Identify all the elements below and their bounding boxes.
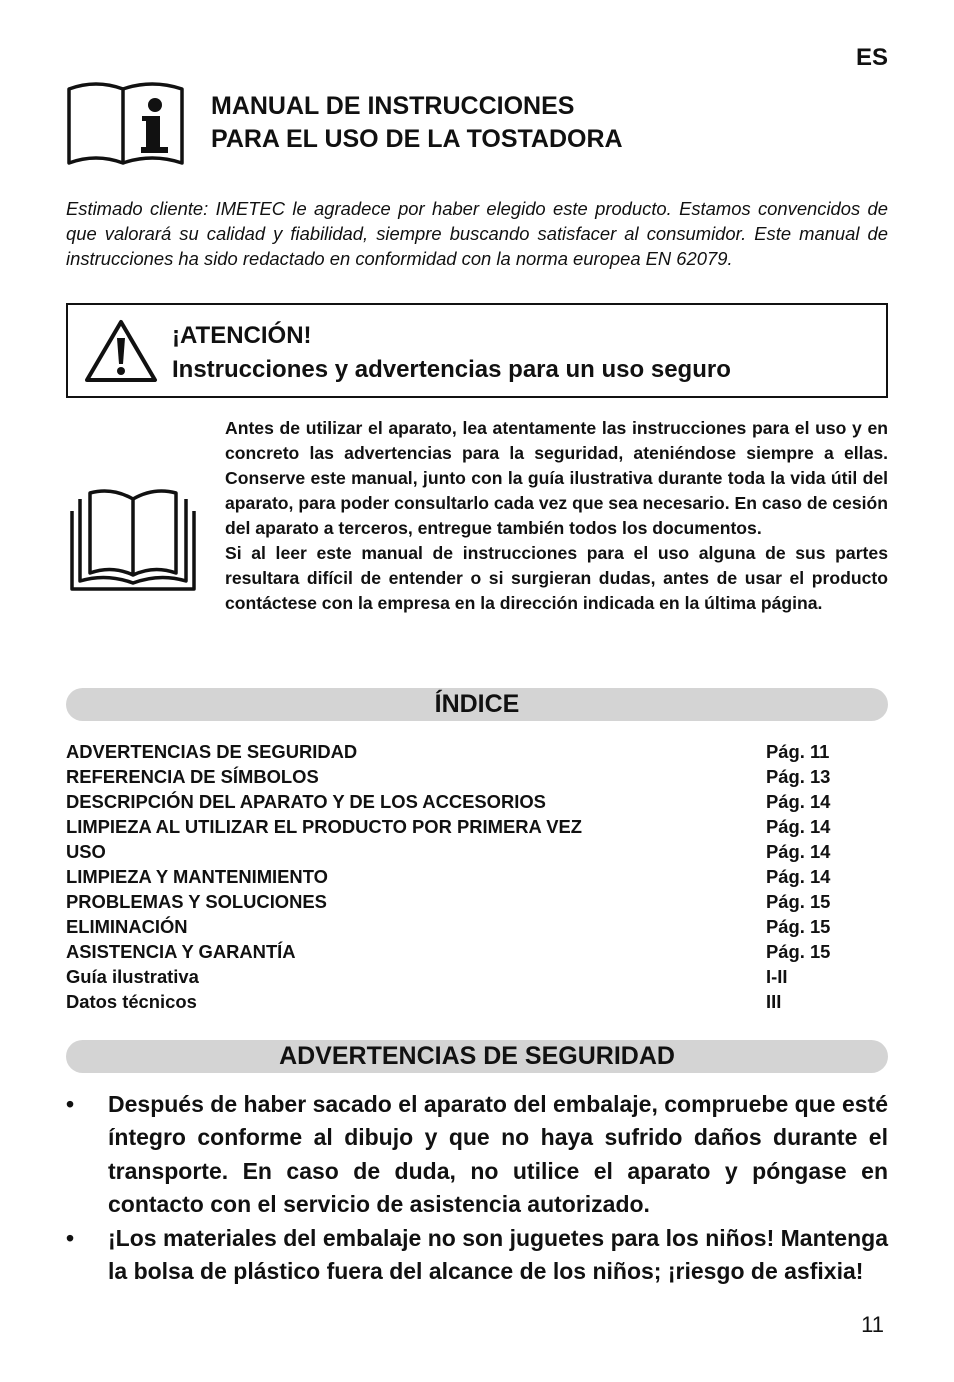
toc-item-label: LIMPIEZA Y MANTENIMIENTO [66, 866, 328, 887]
toc-item-page: Pág. 14 [766, 841, 831, 862]
toc-item[interactable] [66, 939, 866, 964]
toc-item-page: I-II [766, 966, 788, 987]
toc-item[interactable] [66, 739, 866, 764]
toc-item-label: PROBLEMAS Y SOLUCIONES [66, 891, 327, 912]
safety-heading: ADVERTENCIAS DE SEGURIDAD [66, 1040, 888, 1073]
toc-item-label: REFERENCIA DE SÍMBOLOS [66, 766, 319, 787]
safety-item-text: ¡Los materiales del embalaje no son juguetes para los niños! Mantenga la bolsa de plástico fuera del alcance de los niños; ¡riesgo de asfixia! [108, 1224, 888, 1285]
toc-item[interactable] [66, 864, 866, 889]
toc-item-page: Pág. 15 [766, 891, 831, 912]
bullet-icon: • [66, 1091, 75, 1117]
warning-box [66, 303, 888, 398]
safety-warnings-list [66, 1088, 888, 1288]
toc-item[interactable] [66, 889, 866, 914]
toc-item-label: DESCRIPCIÓN DEL APARATO Y DE LOS ACCESORIOS [66, 791, 546, 812]
toc-item-page: Pág. 14 [766, 816, 831, 837]
document-title [211, 90, 623, 156]
toc-item[interactable] [66, 764, 866, 789]
list-item [66, 1088, 888, 1222]
open-book-icon [68, 489, 198, 593]
warning-line-1: ¡ATENCIÓN! [172, 322, 312, 349]
table-of-contents [66, 739, 866, 1014]
toc-item[interactable] [66, 789, 866, 814]
toc-item-label: Guía ilustrativa [66, 966, 199, 987]
toc-item-label: ELIMINACIÓN [66, 916, 188, 937]
title-line-2: PARA EL USO DE LA TOSTADORA [211, 125, 623, 153]
intro-paragraph: Estimado cliente: IMETEC le agradece por haber elegido este producto. Estamos convencidos de que valorará su calidad y fiabilidad, siempre buscando satisfacer al consumidor. Este manual de instrucciones ha sido redactado en conformidad con la norma europea EN 62079. [66, 198, 888, 269]
toc-item-page: Pág. 15 [766, 941, 831, 962]
bullet-icon: • [66, 1224, 75, 1251]
toc-item[interactable] [66, 914, 866, 939]
warning-triangle-icon [84, 318, 158, 384]
toc-item-label: ASISTENCIA Y GARANTÍA [66, 941, 296, 962]
toc-item-page: Pág. 11 [766, 741, 830, 762]
reading-paragraph-1: Antes de utilizar el aparato, lea atentamente las instrucciones para el uso y en concreto las advertencias para la seguridad, ateniéndose siempre a ellas. Conserve este manual, junto con la guía ilustrativa durante toda la vida útil del aparato, para poder consultarlo cada vez que sea necesario. En caso de cesión del aparato a terceros, entregue también todos los documentos. [225, 418, 888, 538]
reading-paragraph-2: Si al leer este manual de instrucciones para el uso alguna de sus partes resultara difícil de entender o si surgieran dudas, antes de usar el producto contáctese con la empresa en la dirección indicada en la última página. [225, 543, 888, 613]
list-item [66, 1222, 888, 1289]
title-line-1: MANUAL DE INSTRUCCIONES [211, 92, 575, 120]
toc-item[interactable] [66, 839, 866, 864]
toc-item-label: Datos técnicos [66, 991, 197, 1012]
toc-item[interactable] [66, 814, 866, 839]
reading-instructions [225, 416, 888, 616]
toc-item[interactable] [66, 964, 866, 989]
warning-line-2: Instrucciones y advertencias para un uso seguro [172, 356, 731, 383]
toc-item[interactable] [66, 989, 866, 1014]
toc-item-page: Pág. 13 [766, 766, 831, 787]
language-code: ES [855, 44, 888, 71]
toc-item-page: Pág. 14 [766, 866, 831, 887]
index-heading: ÍNDICE [66, 688, 888, 721]
toc-item-label: ADVERTENCIAS DE SEGURIDAD [66, 741, 358, 762]
info-book-icon [66, 77, 188, 167]
warning-title [172, 319, 731, 387]
toc-item-page: Pág. 14 [766, 791, 831, 812]
toc-item-label: LIMPIEZA AL UTILIZAR EL PRODUCTO POR PRIMERA VEZ [66, 816, 582, 837]
toc-item-page: III [766, 991, 782, 1012]
page-number: 11 [861, 1312, 884, 1337]
safety-item-text: Después de haber sacado el aparato del embalaje, compruebe que esté íntegro conforme al dibujo y que no haya sufrido daños durante el transporte. En caso de duda, no utilice el aparato y póngase en contacto con el servicio de asistencia autorizado. [108, 1091, 888, 1218]
toc-item-page: Pág. 15 [766, 916, 831, 937]
toc-item-label: USO [66, 841, 106, 862]
